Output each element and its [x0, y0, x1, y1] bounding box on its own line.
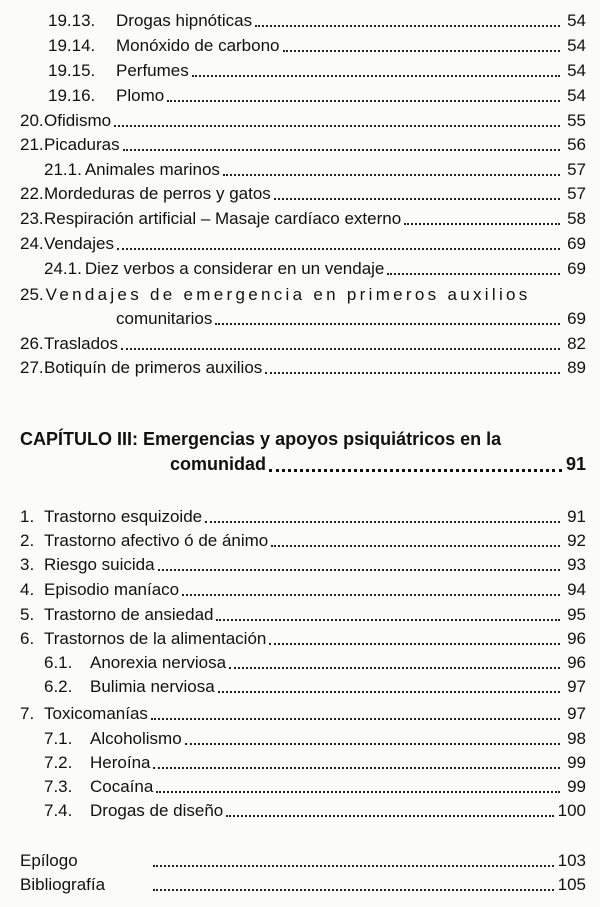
entry-title: Cocaína — [90, 777, 154, 796]
entry-page: 55 — [567, 111, 586, 130]
dot-leader — [255, 25, 560, 27]
entry-number: 3. — [20, 555, 35, 574]
toc-entry — [48, 9, 586, 31]
entry-page: 54 — [567, 61, 586, 80]
entry-title: Episodio maníaco — [44, 580, 180, 599]
entry-title-cont: comunitarios — [116, 309, 213, 328]
entry-number: 24. — [20, 234, 44, 253]
entry-number: 24.1. — [44, 259, 82, 278]
chapter-page: 91 — [565, 454, 586, 474]
entry-page: 103 — [557, 851, 586, 870]
entry-number: 26. — [20, 334, 44, 353]
entry-number: 20. — [20, 111, 44, 130]
entry-number: 23. — [20, 209, 44, 228]
entry-page: 69 — [567, 309, 586, 328]
entry-title: Traslados — [44, 334, 119, 353]
toc-entry — [44, 257, 586, 279]
entry-title: Epílogo — [20, 851, 78, 870]
toc-entry — [20, 182, 586, 204]
entry-title: Trastornos de la alimentación — [44, 629, 267, 648]
entry-number: 7. — [20, 704, 35, 723]
entry-page: 100 — [557, 801, 586, 820]
toc-entry — [48, 59, 586, 81]
toc-entry — [20, 873, 586, 895]
entry-page: 69 — [567, 259, 586, 278]
entry-title: Heroína — [90, 753, 151, 772]
toc-entry — [48, 84, 586, 106]
entry-title: Riesgo suicida — [44, 555, 155, 574]
entry-number: 7.1. — [44, 729, 73, 748]
entry-page: 54 — [567, 36, 586, 55]
toc-entry — [20, 529, 586, 551]
dot-leader — [223, 174, 560, 176]
toc-entry — [20, 283, 586, 305]
toc-entry — [44, 158, 586, 180]
entry-title: Respiración artificial – Masaje cardíaco externo — [44, 209, 402, 228]
entry-number: 25. — [20, 285, 44, 304]
entry-number: 21.1. — [44, 160, 82, 179]
entry-number: 19.14. — [48, 36, 96, 55]
dot-leader — [117, 248, 560, 250]
entry-title: Botiquín de primeros auxilios — [44, 358, 263, 377]
dot-leader — [156, 791, 560, 793]
chapter-heading — [20, 427, 586, 477]
entry-number: 5. — [20, 605, 35, 624]
entry-title: Ofidismo — [44, 111, 112, 130]
dot-leader — [153, 865, 554, 867]
entry-page: 95 — [567, 605, 586, 624]
entry-page: 57 — [567, 160, 586, 179]
toc-entry — [20, 109, 586, 131]
entry-page: 57 — [567, 184, 586, 203]
entry-page: 54 — [567, 86, 586, 105]
dot-leader — [226, 815, 553, 817]
toc-entry — [20, 578, 586, 600]
entry-number: 1. — [20, 507, 35, 526]
entry-page: 97 — [567, 704, 586, 723]
toc-entry — [20, 505, 586, 527]
entry-number: 2. — [20, 531, 35, 550]
entry-title: Anorexia nerviosa — [90, 653, 227, 672]
entry-number: 22. — [20, 184, 44, 203]
toc-entry — [44, 799, 586, 821]
toc-entry — [48, 34, 586, 56]
entry-title: Bulimia nerviosa — [90, 677, 215, 696]
entry-title: Drogas hipnóticas — [116, 11, 253, 30]
entry-number: 6.1. — [44, 653, 73, 672]
dot-leader — [114, 125, 560, 127]
dot-leader — [151, 718, 560, 720]
entry-number: 7.4. — [44, 801, 73, 820]
entry-page: 98 — [567, 729, 586, 748]
entry-page: 96 — [567, 629, 586, 648]
dot-leader — [283, 50, 560, 52]
entry-number: 19.16. — [48, 86, 96, 105]
dot-leader — [229, 667, 560, 669]
entry-number: 27. — [20, 358, 44, 377]
entry-number: 6.2. — [44, 677, 73, 696]
dot-leader — [153, 767, 560, 769]
dot-leader — [192, 75, 560, 77]
toc-entry — [20, 232, 586, 254]
dot-leader — [167, 100, 560, 102]
entry-title: Mordeduras de perros y gatos — [44, 184, 271, 203]
entry-number: 7.3. — [44, 777, 73, 796]
entry-page: 91 — [567, 507, 586, 526]
toc-entry-continuation — [116, 307, 586, 329]
dot-leader — [271, 545, 560, 547]
toc-entry — [20, 702, 586, 724]
chapter-title: CAPÍTULO III: Emergencias y apoyos psiquiátricos en la — [20, 429, 502, 449]
entry-title: Perfumes — [116, 61, 189, 80]
dot-leader — [121, 348, 560, 350]
entry-number: 19.13. — [48, 11, 96, 30]
toc-entry — [44, 775, 586, 797]
entry-page: 94 — [567, 580, 586, 599]
entry-page: 93 — [567, 555, 586, 574]
toc-entry — [44, 651, 586, 673]
entry-number: 4. — [20, 580, 35, 599]
dot-leader — [218, 691, 560, 693]
toc-entry — [20, 207, 586, 229]
dot-leader — [182, 594, 560, 596]
chapter-title-cont: comunidad — [170, 454, 267, 474]
entry-page: 96 — [567, 653, 586, 672]
entry-page: 105 — [557, 875, 586, 894]
entry-title: Bibliografía — [20, 875, 106, 894]
entry-title: Trastorno esquizoide — [44, 507, 203, 526]
entry-title: Vendajes de emergencia en primeros auxilios — [45, 285, 531, 304]
entry-title: Monóxido de carbono — [116, 36, 280, 55]
entry-title: Alcoholismo — [90, 729, 182, 748]
dot-leader — [269, 469, 562, 472]
dot-leader — [269, 643, 560, 645]
dot-leader — [205, 521, 560, 523]
dot-leader — [185, 743, 560, 745]
toc-entry — [44, 727, 586, 749]
entry-number: 19.15. — [48, 61, 96, 80]
entry-number: 6. — [20, 629, 35, 648]
dot-leader — [387, 273, 560, 275]
entry-number: 21. — [20, 135, 44, 154]
entry-title: Toxicomanías — [44, 704, 148, 723]
entry-page: 99 — [567, 777, 586, 796]
toc-entry — [20, 356, 586, 378]
toc-entry — [20, 849, 586, 871]
entry-title: Trastorno de ansiedad — [44, 605, 214, 624]
dot-leader — [123, 149, 560, 151]
entry-title: Plomo — [116, 86, 165, 105]
dot-leader — [215, 323, 560, 325]
entry-page: 69 — [567, 234, 586, 253]
entry-title: Trastorno afectivo ó de ánimo — [44, 531, 269, 550]
entry-page: 99 — [567, 753, 586, 772]
chapter-title-line2 — [20, 452, 586, 477]
toc-entry — [20, 627, 586, 649]
dot-leader — [153, 889, 554, 891]
dot-leader — [404, 223, 560, 225]
entry-page: 54 — [567, 11, 586, 30]
dot-leader — [158, 569, 560, 571]
entry-page: 56 — [567, 135, 586, 154]
entry-title: Vendajes — [44, 234, 114, 253]
entry-page: 82 — [567, 334, 586, 353]
toc-entry — [20, 332, 586, 354]
entry-title: Drogas de diseño — [90, 801, 224, 820]
entry-title: Diez verbos a considerar en un vendaje — [84, 259, 385, 278]
toc-entry — [44, 675, 586, 697]
entry-page: 58 — [567, 209, 586, 228]
entry-page: 89 — [567, 358, 586, 377]
dot-leader — [274, 198, 560, 200]
entry-page: 97 — [567, 677, 586, 696]
entry-title: Picaduras — [44, 135, 120, 154]
toc-entry — [20, 133, 586, 155]
dot-leader — [216, 619, 560, 621]
entry-title: Animales marinos — [84, 160, 220, 179]
toc-entry — [20, 553, 586, 575]
dot-leader — [265, 372, 560, 374]
entry-page: 92 — [567, 531, 586, 550]
entry-number: 7.2. — [44, 753, 73, 772]
toc-entry — [20, 603, 586, 625]
toc-entry — [44, 751, 586, 773]
